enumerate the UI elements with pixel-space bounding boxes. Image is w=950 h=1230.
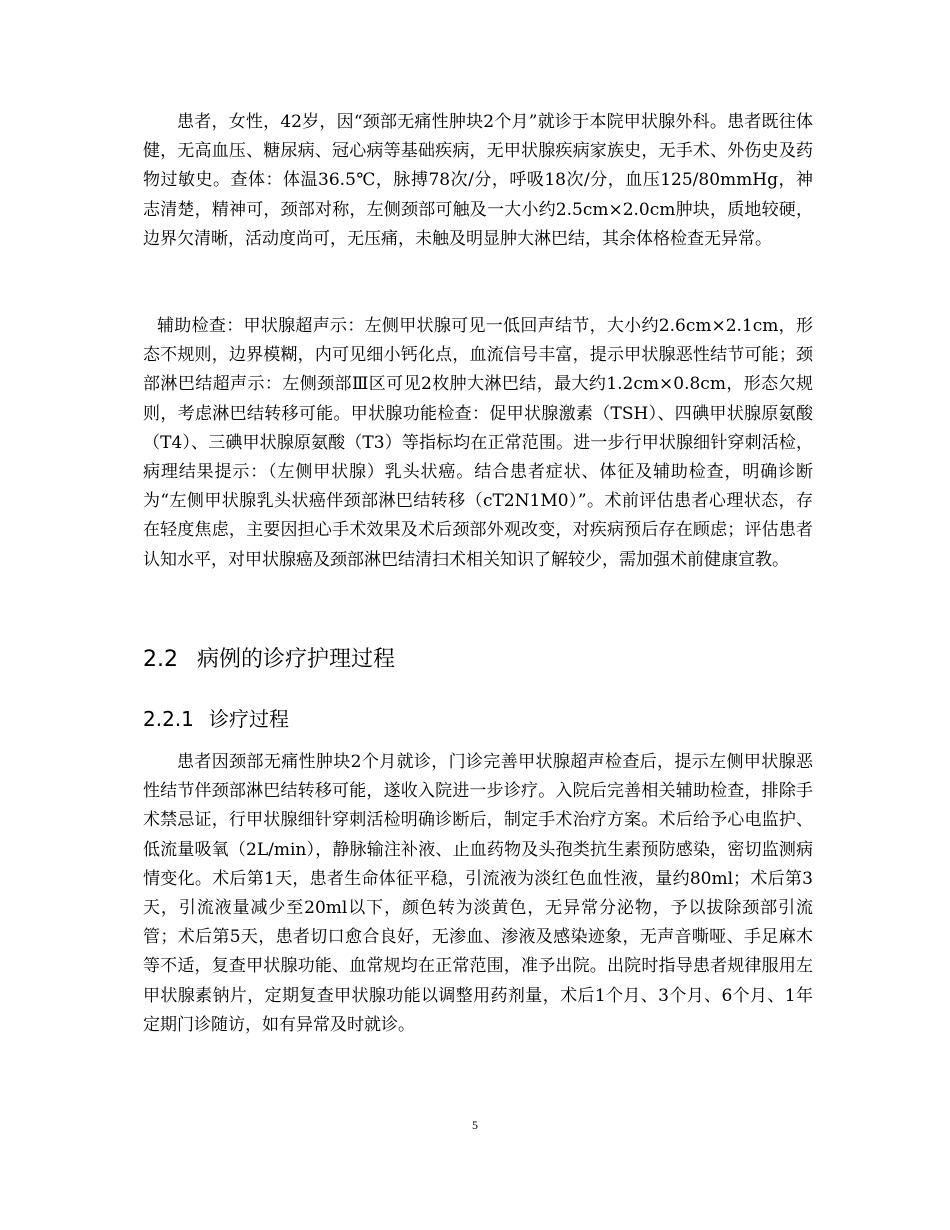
paragraph-case-history: 患者，女性，42岁，因“颈部无痛性肿块2个月”就诊于本院甲状腺外科。患者既往体健，无高血压、糖尿病、冠心病等基础疾病，无甲状腺疾病家族史，无手术、外伤史及药物过敏史。查体：体温36.5℃，脉搏78次/分，呼吸18次/分，血压125/80mmHg，神志清楚，精神可，颈部对称，左侧颈部可触及一大小约2.5cm×2.0cm肿块，质地较硬，边界欠清晰，活动度尚可，无压痛，未触及明显肿大淋巴结，其余体格检查无异常。: [143, 112, 813, 249]
subsection-title: 诊疗过程: [209, 707, 289, 731]
subsection-number: 2.2.1: [143, 707, 194, 731]
section-heading: [143, 645, 813, 675]
page-number: 5: [472, 1118, 478, 1132]
paragraph-auxiliary-exams: 辅助检查：甲状腺超声示：左侧甲状腺可见一低回声结节，大小约2.6cm×2.1cm，形态不规则，边界模糊，内可见细小钙化点，血流信号丰富，提示甲状腺恶性结节可能；颈部淋巴结超声示：左侧颈部Ⅲ区可见2枚肿大淋巴结，最大约1.2cm×0.8cm，形态欠规则，考虑淋巴结转移可能。甲状腺功能检查：促甲状腺激素（TSH）、四碘甲状腺原氨酸（T4）、三碘甲状腺原氨酸（T3）等指标均在正常范围。进一步行甲状腺细针穿刺活检，病理结果提示：（左侧甲状腺）乳头状癌。结合患者症状、体征及辅助检查，明确诊断为“左侧甲状腺乳头状癌伴颈部淋巴结转移（cT2N1M0）”。术前评估患者心理状态，存在轻度焦虑，主要因担心手术效果及术后颈部外观改变，对疾病预后存在顾虑；评估患者认知水平，对甲状腺癌及颈部淋巴结清扫术相关知识了解较少，需加强术前健康宣教。: [143, 316, 813, 570]
section-title: 病例的诊疗护理过程: [197, 647, 396, 672]
section-number: 2.2: [143, 647, 178, 672]
subsection-heading: [143, 705, 813, 733]
paragraph-treatment-process: 患者因颈部无痛性肿块2个月就诊，门诊完善甲状腺超声检查后，提示左侧甲状腺恶性结节伴颈部淋巴结转移可能，遂收入院进一步诊疗。入院后完善相关辅助检查，排除手术禁忌证，行甲状腺细针穿刺活检明确诊断后，制定手术治疗方案。术后给予心电监护、低流量吸氧（2L/min），静脉输注补液、止血药物及头孢类抗生素预防感染，密切监测病情变化。术后第1天，患者生命体征平稳，引流液为淡红色血性液，量约80ml；术后第3天，引流液量减少至20ml以下，颜色转为淡黄色，无异常分泌物，予以拔除颈部引流管；术后第5天，患者切口愈合良好，无渗血、渗液及感染迹象，无声音嘶哑、手足麻木等不适，复查甲状腺功能、血常规均在正常范围，准予出院。出院时指导患者规律服用左甲状腺素钠片，定期复查甲状腺功能以调整用药剂量，术后1个月、3个月、6个月、1年定期门诊随访，如有异常及时就诊。: [143, 752, 813, 1035]
